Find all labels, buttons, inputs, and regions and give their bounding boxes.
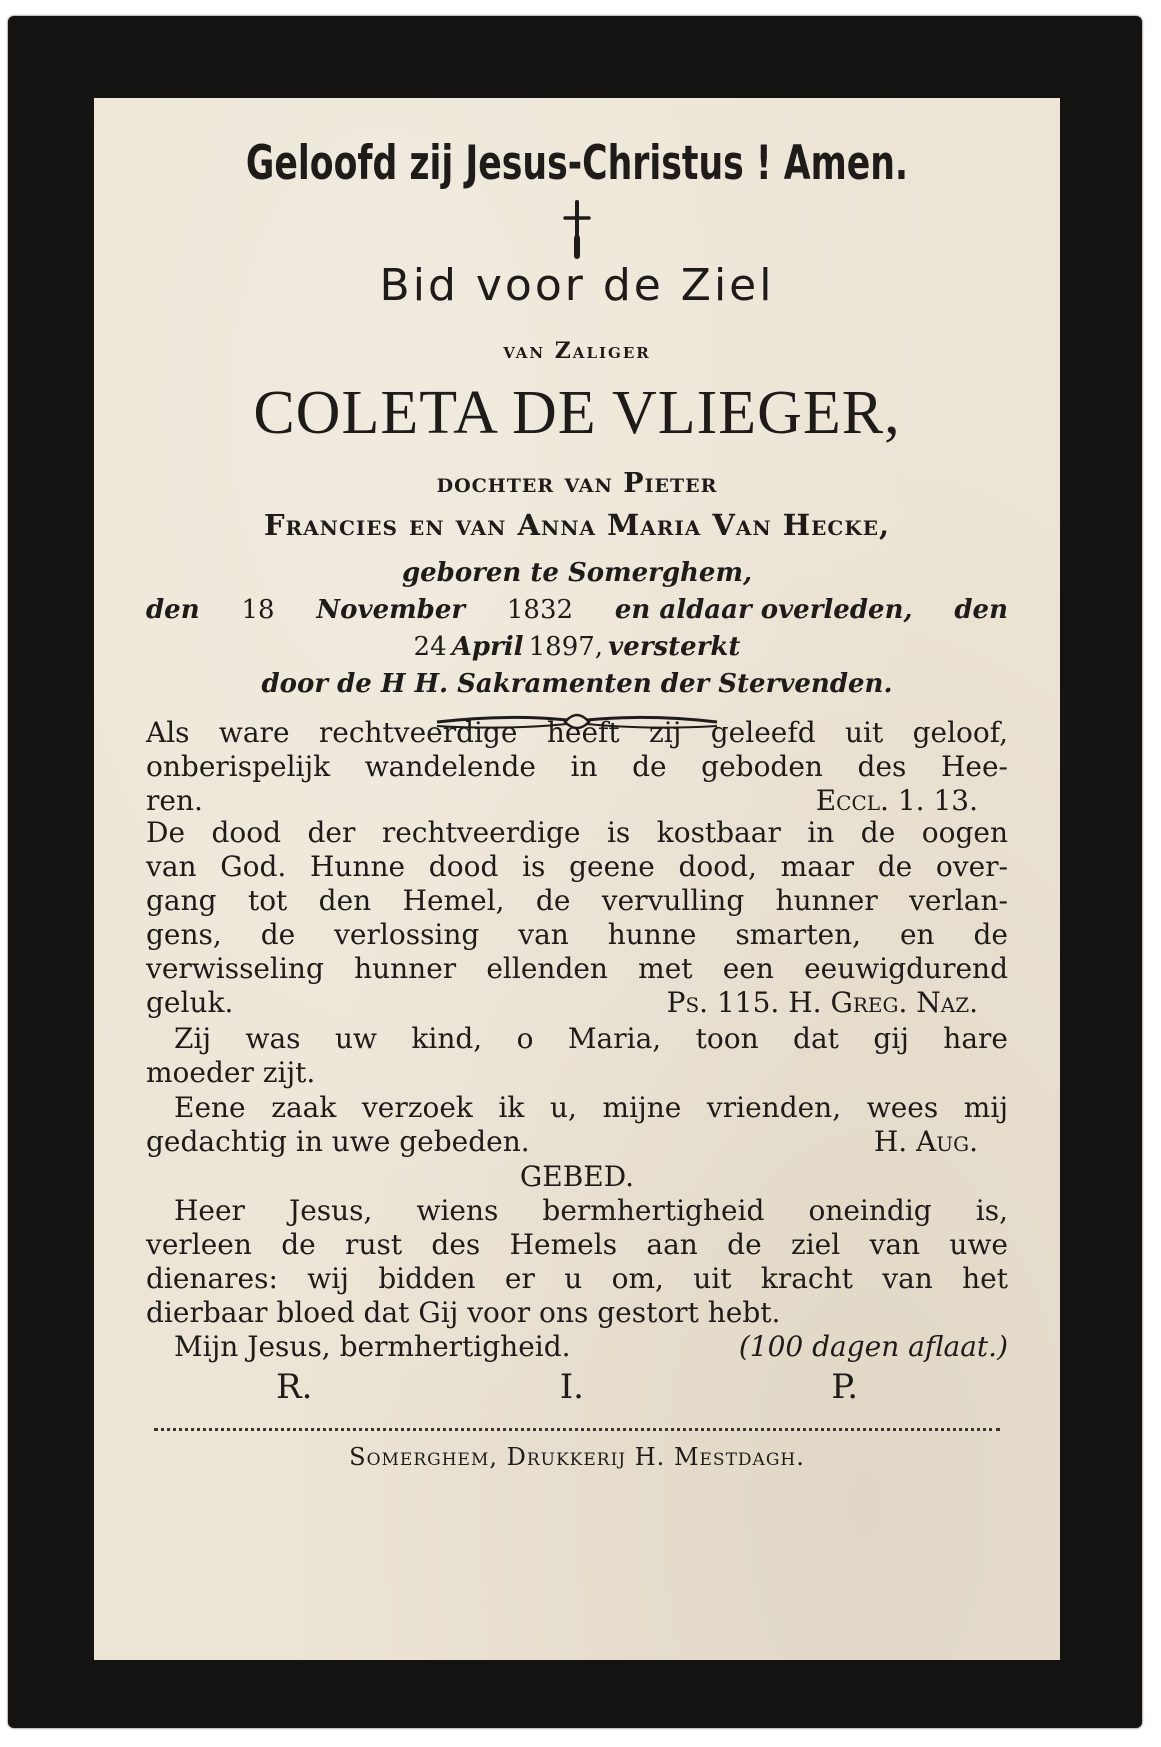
born-month: November (316, 595, 466, 625)
born-year: 1832 (506, 595, 574, 625)
memorial-card (8, 16, 1142, 1728)
printer-credit: Somerghem, Drukkerij H. Mestdagh. (349, 1443, 805, 1471)
text-line: gens, de verlossing van hunne smarten, en de (146, 918, 1008, 951)
text-line: Mijn Jesus, bermhertigheid. (174, 1330, 571, 1363)
died-day: 24 (413, 632, 447, 662)
text-line: dienares: wij bidden er u om, uit kracht van het (146, 1262, 1008, 1295)
motto-heading: Geloofd zij Jesus-Christus ! Amen. (245, 136, 909, 191)
born-den-2: den (954, 595, 1008, 625)
text-line: gang tot den Hemel, de vervulling hunner verlan- (146, 884, 1008, 917)
born-line-1: geboren te Somerghem, (401, 558, 753, 588)
text-line: ren. (146, 784, 203, 817)
rip-p: P. (831, 1367, 858, 1407)
text-line: geluk. (146, 986, 234, 1019)
text-line: gedachtig in uwe gebeden. (146, 1125, 530, 1158)
citation: Eccl. 1. 13. (815, 784, 978, 817)
text-line: van God. Hunne dood is geene dood, maar de over- (146, 850, 1008, 883)
text-line: Heer Jesus, wiens bermhertigheid oneindig is, (174, 1194, 1008, 1227)
rip-line (146, 1367, 1008, 1407)
born-line-3 (94, 632, 1060, 662)
prayer-request: Bid voor de Ziel (379, 260, 775, 311)
died-month: April (451, 632, 524, 662)
text-line: verleen de rust des Hemels aan de ziel van uwe (146, 1228, 1008, 1261)
born-den-1: den (146, 595, 200, 625)
marian-paragraph (146, 1022, 1008, 1090)
parents-line-2: Francies en van Anna Maria Van Hecke, (263, 508, 891, 542)
citation: H. Aug. (873, 1125, 978, 1158)
van-zaliger-label: van Zaliger (503, 338, 651, 364)
born-line-2 (146, 595, 1008, 625)
prayer-paragraph (146, 1194, 1008, 1330)
born-day: 18 (241, 595, 275, 625)
text-line: Eene zaak verzoek ik u, mijne vrienden, wees mij (174, 1091, 1008, 1124)
text-line: moeder zijt. (146, 1056, 316, 1089)
indulgence-line (146, 1330, 1008, 1364)
died-phrase: en aldaar overleden, (614, 595, 913, 625)
citation: Ps. 115. H. Greg. Naz. (666, 986, 978, 1019)
prayer-title: GEBED. (519, 1160, 635, 1193)
text-line: Als ware rechtveerdige heeft zij geleefd uit geloof, (146, 716, 1008, 749)
deceased-name: COLETA DE VLIEGER, (253, 379, 901, 447)
text-line: onberispelijk wandelende in de geboden des Hee- (146, 750, 1008, 783)
scripture-paragraph-2 (146, 816, 1008, 1020)
versterkt-word: versterkt (608, 632, 741, 662)
text-line: verwisseling hunner ellenden met een eeuwigdurend (146, 952, 1008, 985)
text-line: dierbaar bloed dat Gij voor ons gestort hebt. (146, 1296, 781, 1329)
rip-i: I. (559, 1367, 584, 1407)
card-paper (94, 98, 1060, 1660)
parents-line-1: dochter van Pieter (436, 468, 718, 499)
text-line: De dood der rechtveerdige is kostbaar in de oogen (146, 816, 1008, 849)
indulgence-note: (100 dagen aflaat.) (738, 1330, 1008, 1363)
born-line-4: door de H H. Sakramenten der Stervenden. (261, 669, 893, 699)
scripture-paragraph-1 (146, 716, 1008, 818)
dotted-divider (154, 1428, 1000, 1431)
request-paragraph (146, 1091, 1008, 1159)
rip-r: R. (276, 1367, 313, 1407)
died-year: 1897, (528, 632, 604, 662)
text-line: Zij was uw kind, o Maria, toon dat gij hare (174, 1022, 1008, 1055)
cross-icon (94, 198, 1060, 262)
